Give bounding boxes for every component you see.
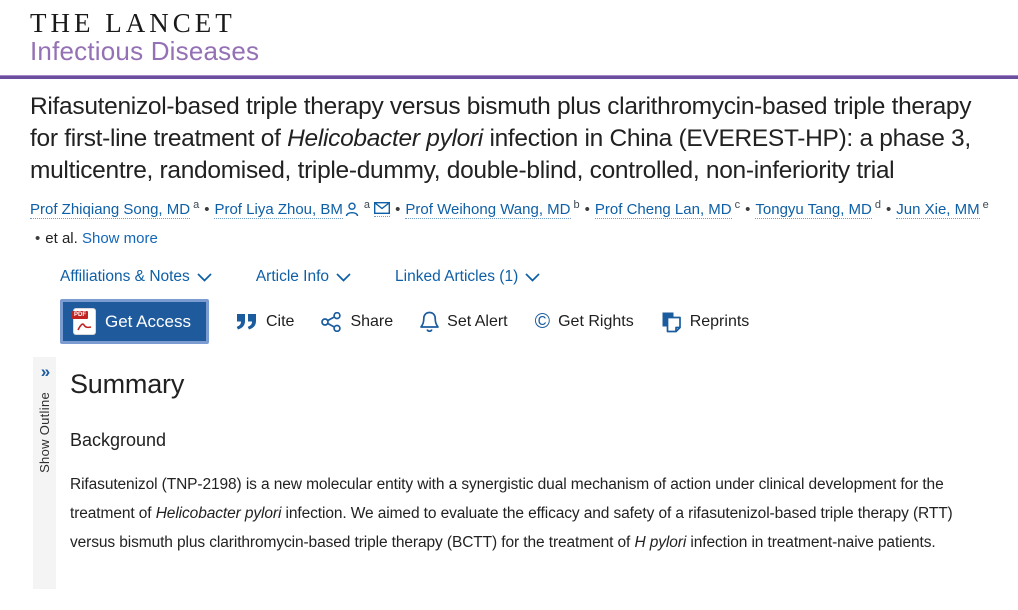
reprints-button[interactable] — [661, 311, 750, 333]
cite-label: Cite — [265, 312, 295, 330]
author-separator: • — [745, 200, 751, 218]
summary-section — [56, 357, 1004, 589]
author-separator: • — [395, 200, 401, 218]
article-header — [0, 79, 1018, 344]
author-separator: • — [584, 200, 590, 218]
set-alert-label: Set Alert — [447, 312, 508, 330]
affiliations-notes-label: Affiliations & Notes — [60, 268, 190, 286]
linked-articles-label: Linked Articles (1) — [395, 268, 519, 286]
quote-cite-icon — [236, 313, 258, 330]
pdf-swoosh-icon — [77, 321, 92, 332]
author-link-5[interactable]: Tongyu Tang, MD — [755, 200, 872, 218]
author-list — [30, 197, 990, 253]
title-text-2: infection in China (EVEREST-HP): a phase 3, multicentre, randomised, triple-dummy, double-blind, controlled, non-inferiority trial — [30, 125, 971, 184]
background-italic-species-1: Helicobacter pylori — [155, 505, 282, 523]
author-affiliation-sup-4: c — [734, 198, 741, 211]
reprints-label: Reprints — [689, 312, 750, 330]
journal-logo-the-lancet[interactable]: THE LANCET — [30, 8, 236, 38]
set-alert-button[interactable] — [420, 311, 507, 333]
email-author-link[interactable] — [374, 202, 390, 217]
share-label: Share — [350, 312, 394, 330]
reprints-copy-pages-icon — [661, 311, 682, 333]
journal-masthead — [0, 0, 1018, 75]
article-body-region — [0, 357, 1018, 589]
share-button[interactable] — [321, 312, 393, 332]
author-affiliation-sup-1: a — [193, 198, 200, 211]
journal-logo-infectious-diseases[interactable]: Infectious Diseases — [30, 36, 260, 67]
author-link-4[interactable]: Prof Cheng Lan, MD — [594, 200, 732, 218]
background-paragraph — [70, 471, 976, 558]
author-affiliation-sup-5: d — [874, 198, 881, 211]
background-text-1: Rifasutenizol (TNP-2198) is a new molecular entity with a synergistic dual mechanism of action under clinical development for the treatment of — [70, 476, 944, 523]
get-access-button[interactable] — [60, 299, 209, 344]
summary-heading: Summary — [70, 369, 185, 400]
article-info-label: Article Info — [255, 268, 330, 286]
author-affiliation-sup-3: b — [573, 198, 580, 211]
background-heading: Background — [70, 430, 167, 451]
pdf-icon — [74, 309, 95, 334]
envelope-icon — [374, 202, 390, 214]
linked-articles-expander[interactable] — [395, 268, 540, 286]
share-nodes-icon — [321, 312, 342, 332]
outline-sidebar-rail — [33, 357, 56, 589]
pdf-badge-label: PDF — [74, 312, 86, 319]
author-affiliation-sup-2: a — [363, 198, 370, 211]
author-affiliation-sup-6: e — [982, 198, 989, 211]
background-text-2: infection. We aimed to evaluate the efficacy and safety of a rifasutenizol-based triple therapy (RTT) versus bismuth plus clarithromycin-based triple therapy (BCTT) for the treatment of — [70, 505, 953, 552]
et-al-label: et al. — [45, 230, 78, 248]
show-outline-button[interactable]: Show Outline — [37, 391, 52, 473]
article-title — [30, 91, 990, 187]
author-link-2[interactable]: Prof Liya Zhou, BM — [214, 200, 343, 218]
author-separator: • — [204, 200, 210, 218]
corresponding-author-person-icon — [345, 200, 359, 226]
author-link-6[interactable]: Jun Xie, MM — [896, 200, 980, 218]
cite-button[interactable] — [236, 313, 294, 331]
get-rights-label: Get Rights — [558, 312, 634, 330]
chevron-down-icon — [336, 273, 351, 282]
get-access-label: Get Access — [105, 311, 191, 331]
author-separator: • — [886, 200, 892, 218]
background-italic-species-2: H pylori — [634, 534, 687, 552]
title-italic-species: Helicobacter pylori — [287, 125, 483, 153]
article-toolbar — [30, 286, 990, 344]
article-expanders — [30, 252, 990, 286]
show-more-authors-link[interactable]: Show more — [81, 230, 158, 248]
chevron-down-icon — [197, 273, 212, 282]
author-link-1[interactable]: Prof Zhiqiang Song, MD — [30, 200, 191, 218]
article-info-expander[interactable] — [256, 268, 351, 286]
title-text-1: Rifasutenizol-based triple therapy versus bismuth plus clarithromycin-based triple therapy for first-line treatment of — [30, 93, 972, 153]
background-text-3: infection in treatment-naive patients. — [686, 534, 936, 552]
copyright-icon: © — [534, 310, 551, 334]
bell-icon — [420, 311, 439, 333]
chevron-down-icon — [525, 273, 540, 282]
affiliations-notes-expander[interactable] — [60, 268, 212, 286]
author-link-3[interactable]: Prof Weihong Wang, MD — [405, 200, 571, 218]
expand-outline-double-chevron-icon[interactable]: » — [40, 362, 49, 382]
get-rights-button[interactable] — [535, 311, 634, 332]
author-separator: • — [35, 230, 41, 248]
